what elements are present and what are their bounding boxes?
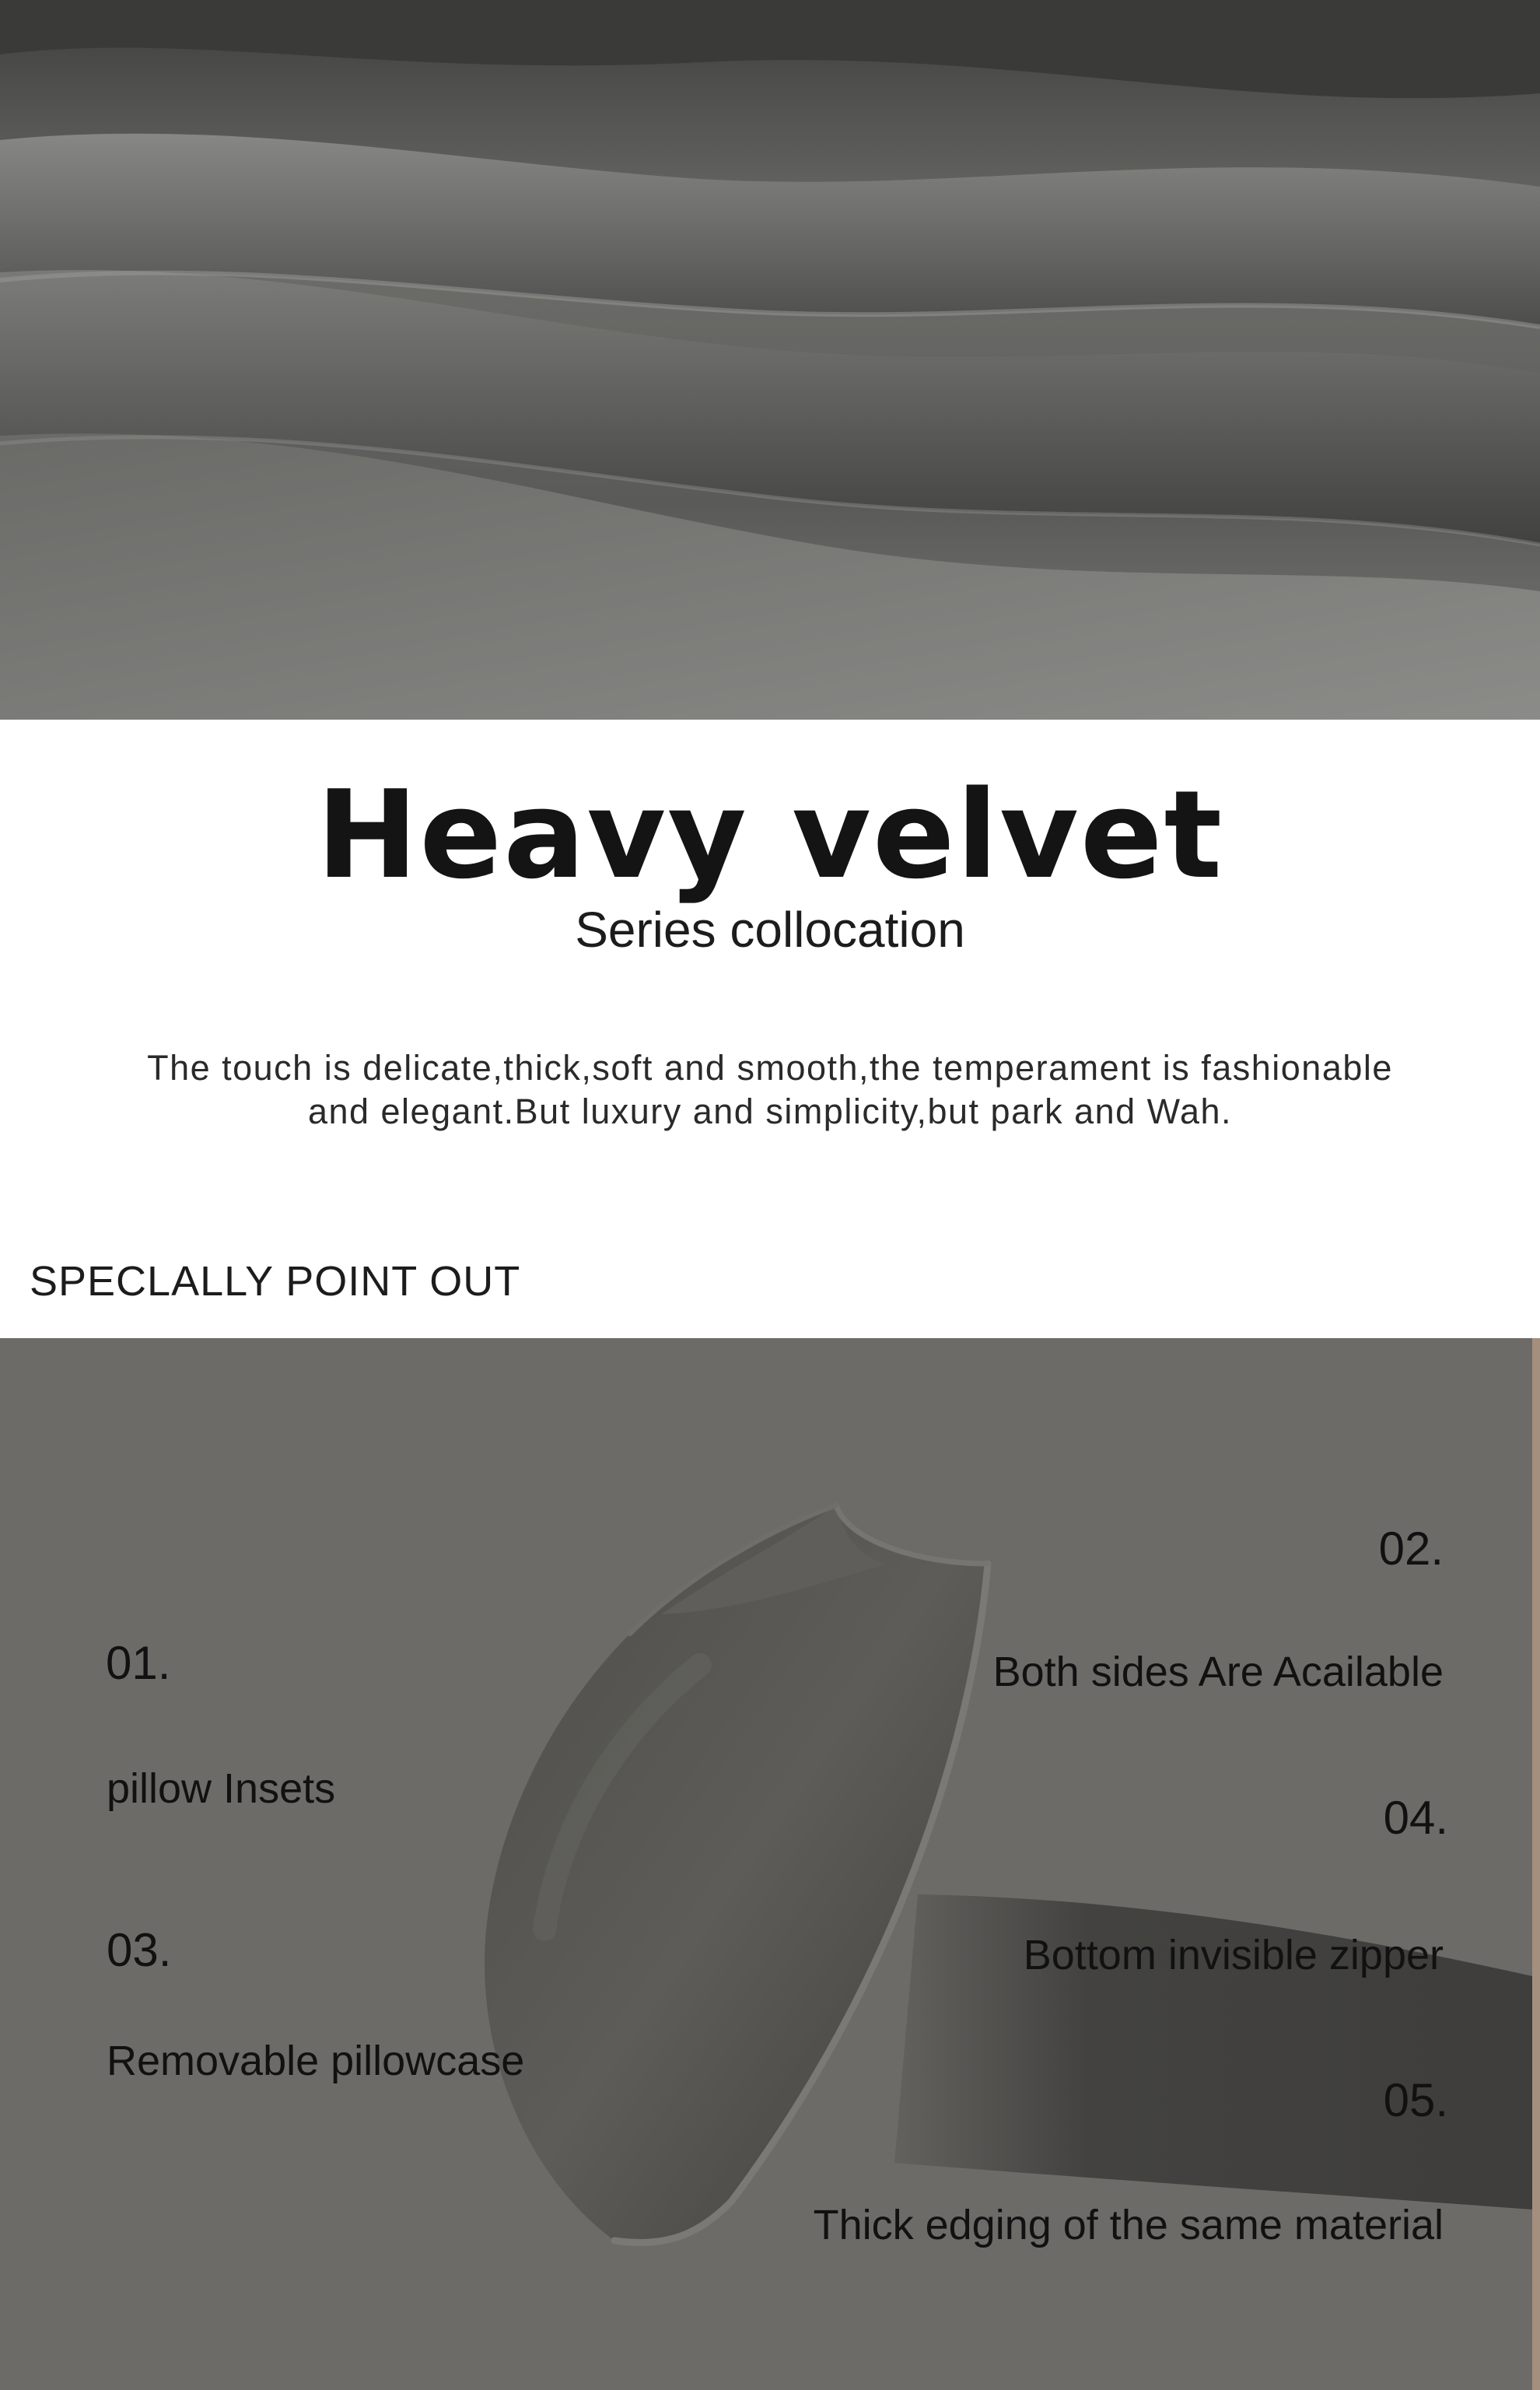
feature-1-text: pillow Insets <box>107 1765 336 1812</box>
description <box>47 1046 1493 1134</box>
feature-3-text: Removable pillowcase <box>107 2038 525 2084</box>
page-subtitle: Series collocation <box>575 902 965 958</box>
velvet-fabric-illustration <box>0 0 1540 720</box>
features-panel <box>0 1338 1540 2390</box>
section-heading: SPECLALLY POINT OUT <box>30 1258 521 1305</box>
feature-2-text: Both sides Are Acailable <box>992 1649 1444 1695</box>
description-line-2: and elegant.But luxury and simplicity,but park and Wah. <box>307 1092 1233 1131</box>
feature-5-text: Thick edging of the same material <box>813 2202 1444 2248</box>
feature-4-number: 04. <box>1383 1792 1448 1844</box>
feature-2-number: 02. <box>1378 1523 1444 1575</box>
description-line-1: The touch is delicate,thick,soft and smooth,the temperament is fashionable <box>147 1048 1393 1088</box>
feature-3-number: 03. <box>107 1924 172 1976</box>
feature-4-text: Bottom invisible zipper <box>1023 1932 1444 1978</box>
hero-velvet-image <box>0 0 1540 720</box>
feature-1-number: 01. <box>106 1637 171 1689</box>
feature-5-number: 05. <box>1383 2074 1448 2126</box>
page-title: Heavy velvet <box>316 764 1224 906</box>
title-section <box>0 720 1540 1342</box>
